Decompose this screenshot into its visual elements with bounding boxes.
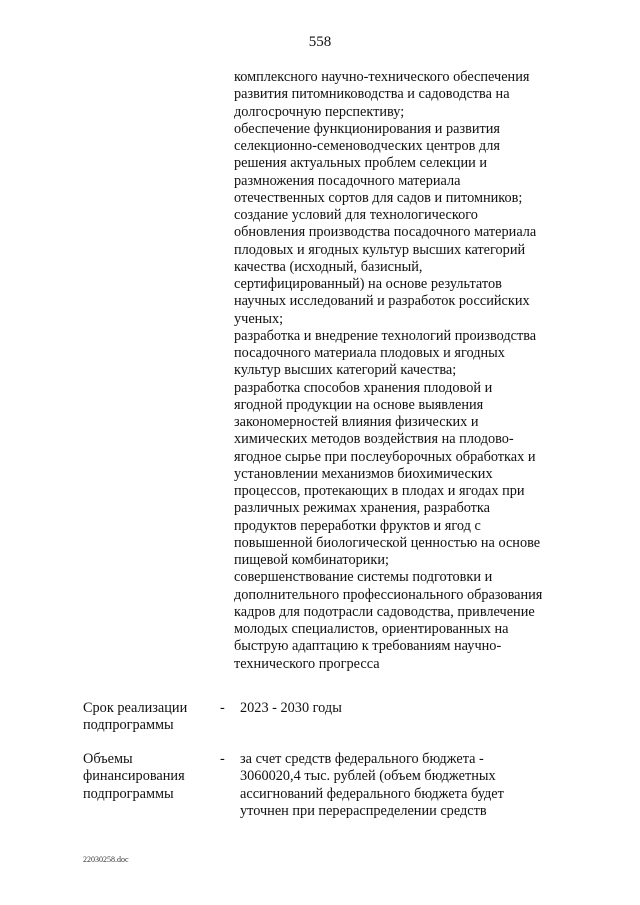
label-line: подпрограммы [83, 717, 174, 734]
text-line: селекционно-семеноводческих центров для [234, 138, 500, 154]
funding-volume-value [240, 751, 580, 820]
text-line: технического прогресса [234, 655, 380, 672]
value-line: 2023 - 2030 годы [240, 700, 342, 716]
text-line: процессов, протекающих в плодах и ягодах при [234, 483, 525, 499]
text-line: повышенной биологической ценностью на основе [234, 534, 541, 551]
text-line: долгосрочную перспективу; [234, 103, 405, 120]
funding-volume-label [83, 751, 213, 803]
label-line: подпрограммы [83, 785, 174, 802]
text-line: пищевой комбинаторики; [234, 552, 389, 568]
text-line: комплексного научно-технического обеспечения [234, 69, 530, 85]
value-line: уточнен при перераспределении средств [240, 802, 487, 819]
text-line: молодых специалистов, ориентированных на [234, 621, 509, 637]
text-line: химических методов воздействия на плодово- [234, 431, 514, 448]
text-line: создание условий для технологического [234, 207, 478, 223]
text-line: ягодной продукции на основе выявления [234, 396, 484, 413]
implementation-term-value [240, 700, 580, 717]
text-line: размножения посадочного материала [234, 172, 461, 189]
text-line: решения актуальных проблем селекции и [234, 155, 487, 172]
value-line: за счет средств федерального бюджета - [240, 751, 484, 767]
text-line: культур высших категорий качества; [234, 362, 457, 379]
label-line: Срок реализации [83, 700, 188, 716]
text-line: разработка способов хранения плодовой и [234, 379, 493, 396]
text-line: развития питомниководства и садоводства на [234, 86, 510, 103]
text-line: кадров для подотрасли садоводства, привлечение [234, 603, 535, 620]
text-line: быструю адаптацию к требованиям научно- [234, 638, 502, 655]
page-number: 558 [308, 34, 332, 50]
text-line: продуктов переработки фруктов и ягод с [234, 517, 481, 534]
label-line: Объемы [83, 751, 133, 767]
text-line: ученых; [234, 310, 284, 327]
value-line: ассигнований федерального бюджета будет [240, 785, 504, 802]
text-line: посадочного материала плодовых и ягодных [234, 345, 505, 361]
implementation-term-label [83, 700, 213, 735]
label-line: финансирования [83, 768, 185, 785]
text-line: различных режимах хранения, разработка [234, 500, 490, 517]
value-line: 3060020,4 тыс. рублей (объем бюджетных [240, 768, 496, 785]
text-line: научных исследований и разработок российских [234, 293, 530, 310]
text-line: установлении механизмов биохимических [234, 465, 493, 482]
document-code-footer: 22030258.doc [83, 855, 129, 864]
text-line: обновления производства посадочного материала [234, 224, 537, 241]
text-line: сертифицированный) на основе результатов [234, 276, 502, 292]
text-line: совершенствование системы подготовки и [234, 569, 493, 586]
text-line: разработка и внедрение технологий производства [234, 327, 537, 344]
text-line: качества (исходный, базисный, [234, 258, 423, 275]
text-line: плодовых и ягодных культур высших категорий [234, 241, 526, 258]
text-line: отечественных сортов для садов и питомников; [234, 189, 523, 206]
text-line: дополнительного профессионального образования [234, 586, 543, 603]
text-line: ягодное сырье при послеуборочных обработках и [234, 448, 536, 465]
text-line: обеспечение функционирования и развития [234, 120, 500, 137]
text-line: закономерностей влияния физических и [234, 414, 479, 430]
row-dash: - [220, 751, 225, 767]
continuation-text-block [234, 69, 574, 673]
row-dash: - [220, 700, 225, 716]
